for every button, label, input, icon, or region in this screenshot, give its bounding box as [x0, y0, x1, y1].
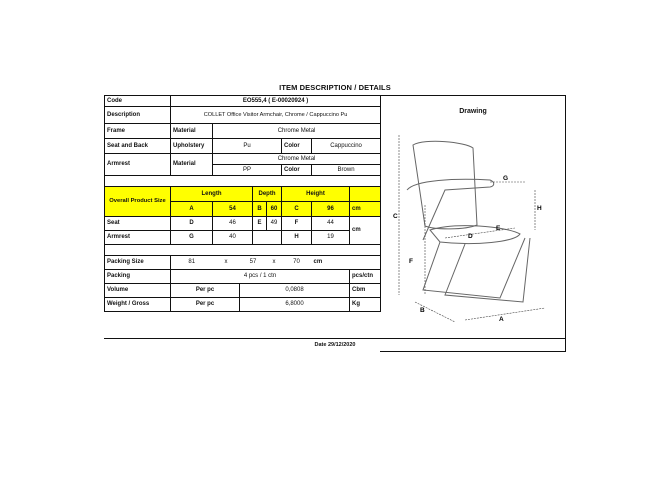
weight-unit: Kg [350, 298, 381, 312]
spec-table [104, 95, 381, 312]
description-row [105, 107, 381, 124]
e-value: 49 [267, 217, 282, 231]
armrest-dims-label: Armrest [105, 231, 171, 245]
date-row: Date 29/12/2020 [104, 338, 566, 353]
armrest-frame-value: Chrome Metal [213, 154, 381, 165]
d-label: D [171, 217, 213, 231]
armrest-color-value: Brown [312, 165, 381, 176]
weight-value: 6,8000 [240, 298, 350, 312]
packing-size-unit: cm [312, 256, 336, 270]
armrest-dims-row [105, 231, 381, 245]
seat-dims-row [105, 217, 381, 231]
frame-value: Chrome Metal [213, 124, 381, 139]
description-label: Description [105, 107, 171, 124]
chair-drawing [385, 130, 555, 325]
packing-x1: x [213, 256, 240, 270]
depth-header: Depth [253, 187, 282, 202]
volume-value: 0,0808 [240, 284, 350, 298]
dims-unit: cm [350, 217, 381, 245]
seat-color-label: Color [282, 139, 312, 154]
armrest-outline [407, 179, 494, 240]
packing-value: 4 pcs / 1 ctn [171, 270, 350, 284]
volume-label: Volume [105, 284, 171, 298]
frame-material-label: Material [171, 124, 213, 139]
g-label: G [171, 231, 213, 245]
upholstery-label: Upholstery [171, 139, 213, 154]
h-label: H [282, 231, 312, 245]
overall-size-label: Overall Product Size [105, 187, 171, 217]
b-label: B [253, 202, 267, 217]
packing-x2: x [267, 256, 282, 270]
spacer-row [105, 176, 381, 187]
overall-unit: cm [350, 202, 381, 217]
dim-e: E [496, 225, 501, 232]
c-value: 96 [312, 202, 350, 217]
dim-g: G [503, 175, 509, 182]
dim-b: B [420, 307, 425, 314]
seat-back-row [105, 139, 381, 154]
code-row [105, 96, 381, 107]
base-frame [423, 238, 525, 298]
h-value: 19 [312, 231, 350, 245]
dim-f: F [409, 258, 413, 265]
packing-unit: pcs/ctn [350, 270, 381, 284]
packing-length: 81 [171, 256, 213, 270]
packing-size-row [105, 256, 381, 270]
packing-row [105, 270, 381, 284]
base-frame-rear [445, 238, 530, 302]
packing-label: Packing [105, 270, 171, 284]
code-value: EO555,4 ( E-00020924 ) [171, 96, 381, 107]
a-label: A [171, 202, 213, 217]
dim-a: A [499, 316, 504, 323]
frame-label: Frame [105, 124, 171, 139]
spacer-row-2 [105, 245, 381, 256]
seat-back-label: Seat and Back [105, 139, 171, 154]
code-label: Code [105, 96, 171, 107]
packing-height: 70 [282, 256, 312, 270]
description-value: COLLET Office Visitor Armchair, Chrome / Cappuccino Pu [171, 107, 381, 124]
g-value: 40 [213, 231, 253, 245]
upholstery-value: Pu [213, 139, 282, 154]
b-value: 60 [267, 202, 282, 217]
e-label: E [253, 217, 267, 231]
dim-line-a [465, 308, 545, 320]
seat-dims-label: Seat [105, 217, 171, 231]
weight-label: Weight / Gross [105, 298, 171, 312]
weight-per: Per pc [171, 298, 240, 312]
f-value: 44 [312, 217, 350, 231]
armrest-color-label: Color [282, 165, 312, 176]
packing-size-label: Packing Size [105, 256, 171, 270]
c-label: C [282, 202, 312, 217]
volume-unit: Cbm [350, 284, 381, 298]
dim-d: D [468, 233, 473, 240]
armrest-material-label: Material [171, 154, 213, 176]
frame-row [105, 124, 381, 139]
armrest-row-top [105, 154, 381, 165]
d-value: 46 [213, 217, 253, 231]
volume-row [105, 284, 381, 298]
seat-color-value: Cappuccino [312, 139, 381, 154]
dim-line-e [445, 228, 515, 238]
packing-width: 57 [240, 256, 267, 270]
weight-row [105, 298, 381, 312]
dim-c: C [393, 213, 398, 220]
armrest-material-value: PP [213, 165, 282, 176]
a-value: 54 [213, 202, 253, 217]
armrest-label: Armrest [105, 154, 171, 176]
length-header: Length [171, 187, 253, 202]
backrest-outline [413, 141, 477, 229]
drawing-title: Drawing [459, 108, 487, 115]
dim-h: H [537, 205, 542, 212]
overall-header-row [105, 187, 381, 202]
f-label: F [282, 217, 312, 231]
height-header: Height [282, 187, 350, 202]
sheet-title: ITEM DESCRIPTION / DETAILS [279, 83, 391, 92]
volume-per: Per pc [171, 284, 240, 298]
